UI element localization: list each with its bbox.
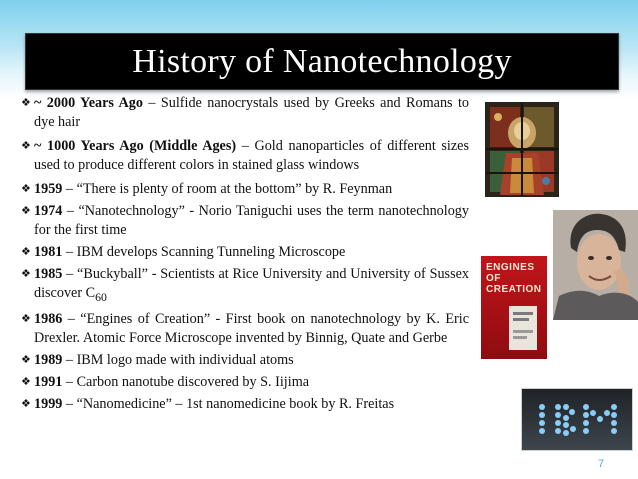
- item-description: – “Nanotechnology” - Norio Taniguchi uses the term nanotechnology for the first time: [34, 203, 469, 238]
- list-item: [21, 351, 469, 370]
- diamond-bullet-icon: ❖: [21, 140, 31, 152]
- item-description: – IBM logo made with individual atoms: [62, 351, 294, 368]
- item-date: ~ 2000 Years Ago: [34, 95, 143, 111]
- list-item: [21, 94, 469, 132]
- diamond-bullet-icon: ❖: [21, 246, 31, 258]
- item-description: – “Engines of Creation” - First book on nanotechnology by K. Eric Drexler. Atomic Force Microscope invented by Binnig, Quate and Gerbe: [34, 310, 469, 346]
- list-item: [21, 243, 469, 262]
- item-date: 1974: [34, 203, 63, 219]
- stained-glass-image: [485, 102, 559, 197]
- item-date: 1959: [34, 181, 63, 197]
- item-description: – Gold nanoparticles of different sizes used to produce different colors in stained glass windows: [34, 138, 469, 173]
- diamond-bullet-icon: ❖: [21, 375, 31, 388]
- list-item: [21, 202, 469, 240]
- diamond-bullet-icon: ❖: [21, 353, 31, 366]
- page-number: 7: [598, 458, 605, 470]
- book-cover-title: ENGINES OF CREATION: [486, 262, 542, 295]
- list-item: [21, 395, 469, 414]
- engines-of-creation-book-image: [481, 256, 547, 359]
- feynman-portrait-image: [553, 210, 638, 320]
- subscript-60: 60: [95, 289, 107, 304]
- list-item: [21, 137, 469, 175]
- diamond-bullet-icon: ❖: [21, 312, 31, 325]
- diamond-bullet-icon: ❖: [21, 268, 31, 280]
- item-description: – IBM develops Scanning Tunneling Microscope: [62, 244, 346, 260]
- diamond-bullet-icon: ❖: [21, 97, 31, 109]
- item-description: – “Buckyball” - Scientists at Rice University and University of Sussex discover C: [34, 266, 469, 301]
- item-description: – “There is plenty of room at the bottom” by R. Feynman: [62, 181, 393, 197]
- ibm-atoms-image: [521, 388, 633, 451]
- timeline-list: [21, 94, 469, 414]
- slide-title: History of Nanotechnology: [132, 42, 512, 80]
- item-date: 1981: [34, 244, 63, 260]
- diamond-bullet-icon: ❖: [21, 183, 31, 195]
- list-item: [21, 373, 469, 392]
- item-description: – Sulfide nanocrystals used by Greeks and Romans to dye hair: [34, 95, 469, 130]
- item-description: – Carbon nanotube discovered by S. Iijima: [62, 373, 310, 390]
- item-date: 1985: [34, 266, 63, 282]
- item-date: ~ 1000 Years Ago (Middle Ages): [34, 138, 237, 154]
- list-item: [21, 310, 469, 348]
- diamond-bullet-icon: ❖: [21, 205, 31, 217]
- item-description: – “Nanomedicine” – 1st nanomedicine book by R. Freitas: [62, 395, 395, 412]
- diamond-bullet-icon: ❖: [21, 397, 31, 410]
- item-date: 1991: [34, 373, 63, 390]
- list-item: [21, 265, 469, 307]
- title-bar: [25, 33, 619, 90]
- item-date: 1989: [34, 351, 63, 368]
- list-item: [21, 180, 469, 199]
- item-date: 1986: [34, 310, 63, 327]
- item-date: 1999: [34, 395, 63, 412]
